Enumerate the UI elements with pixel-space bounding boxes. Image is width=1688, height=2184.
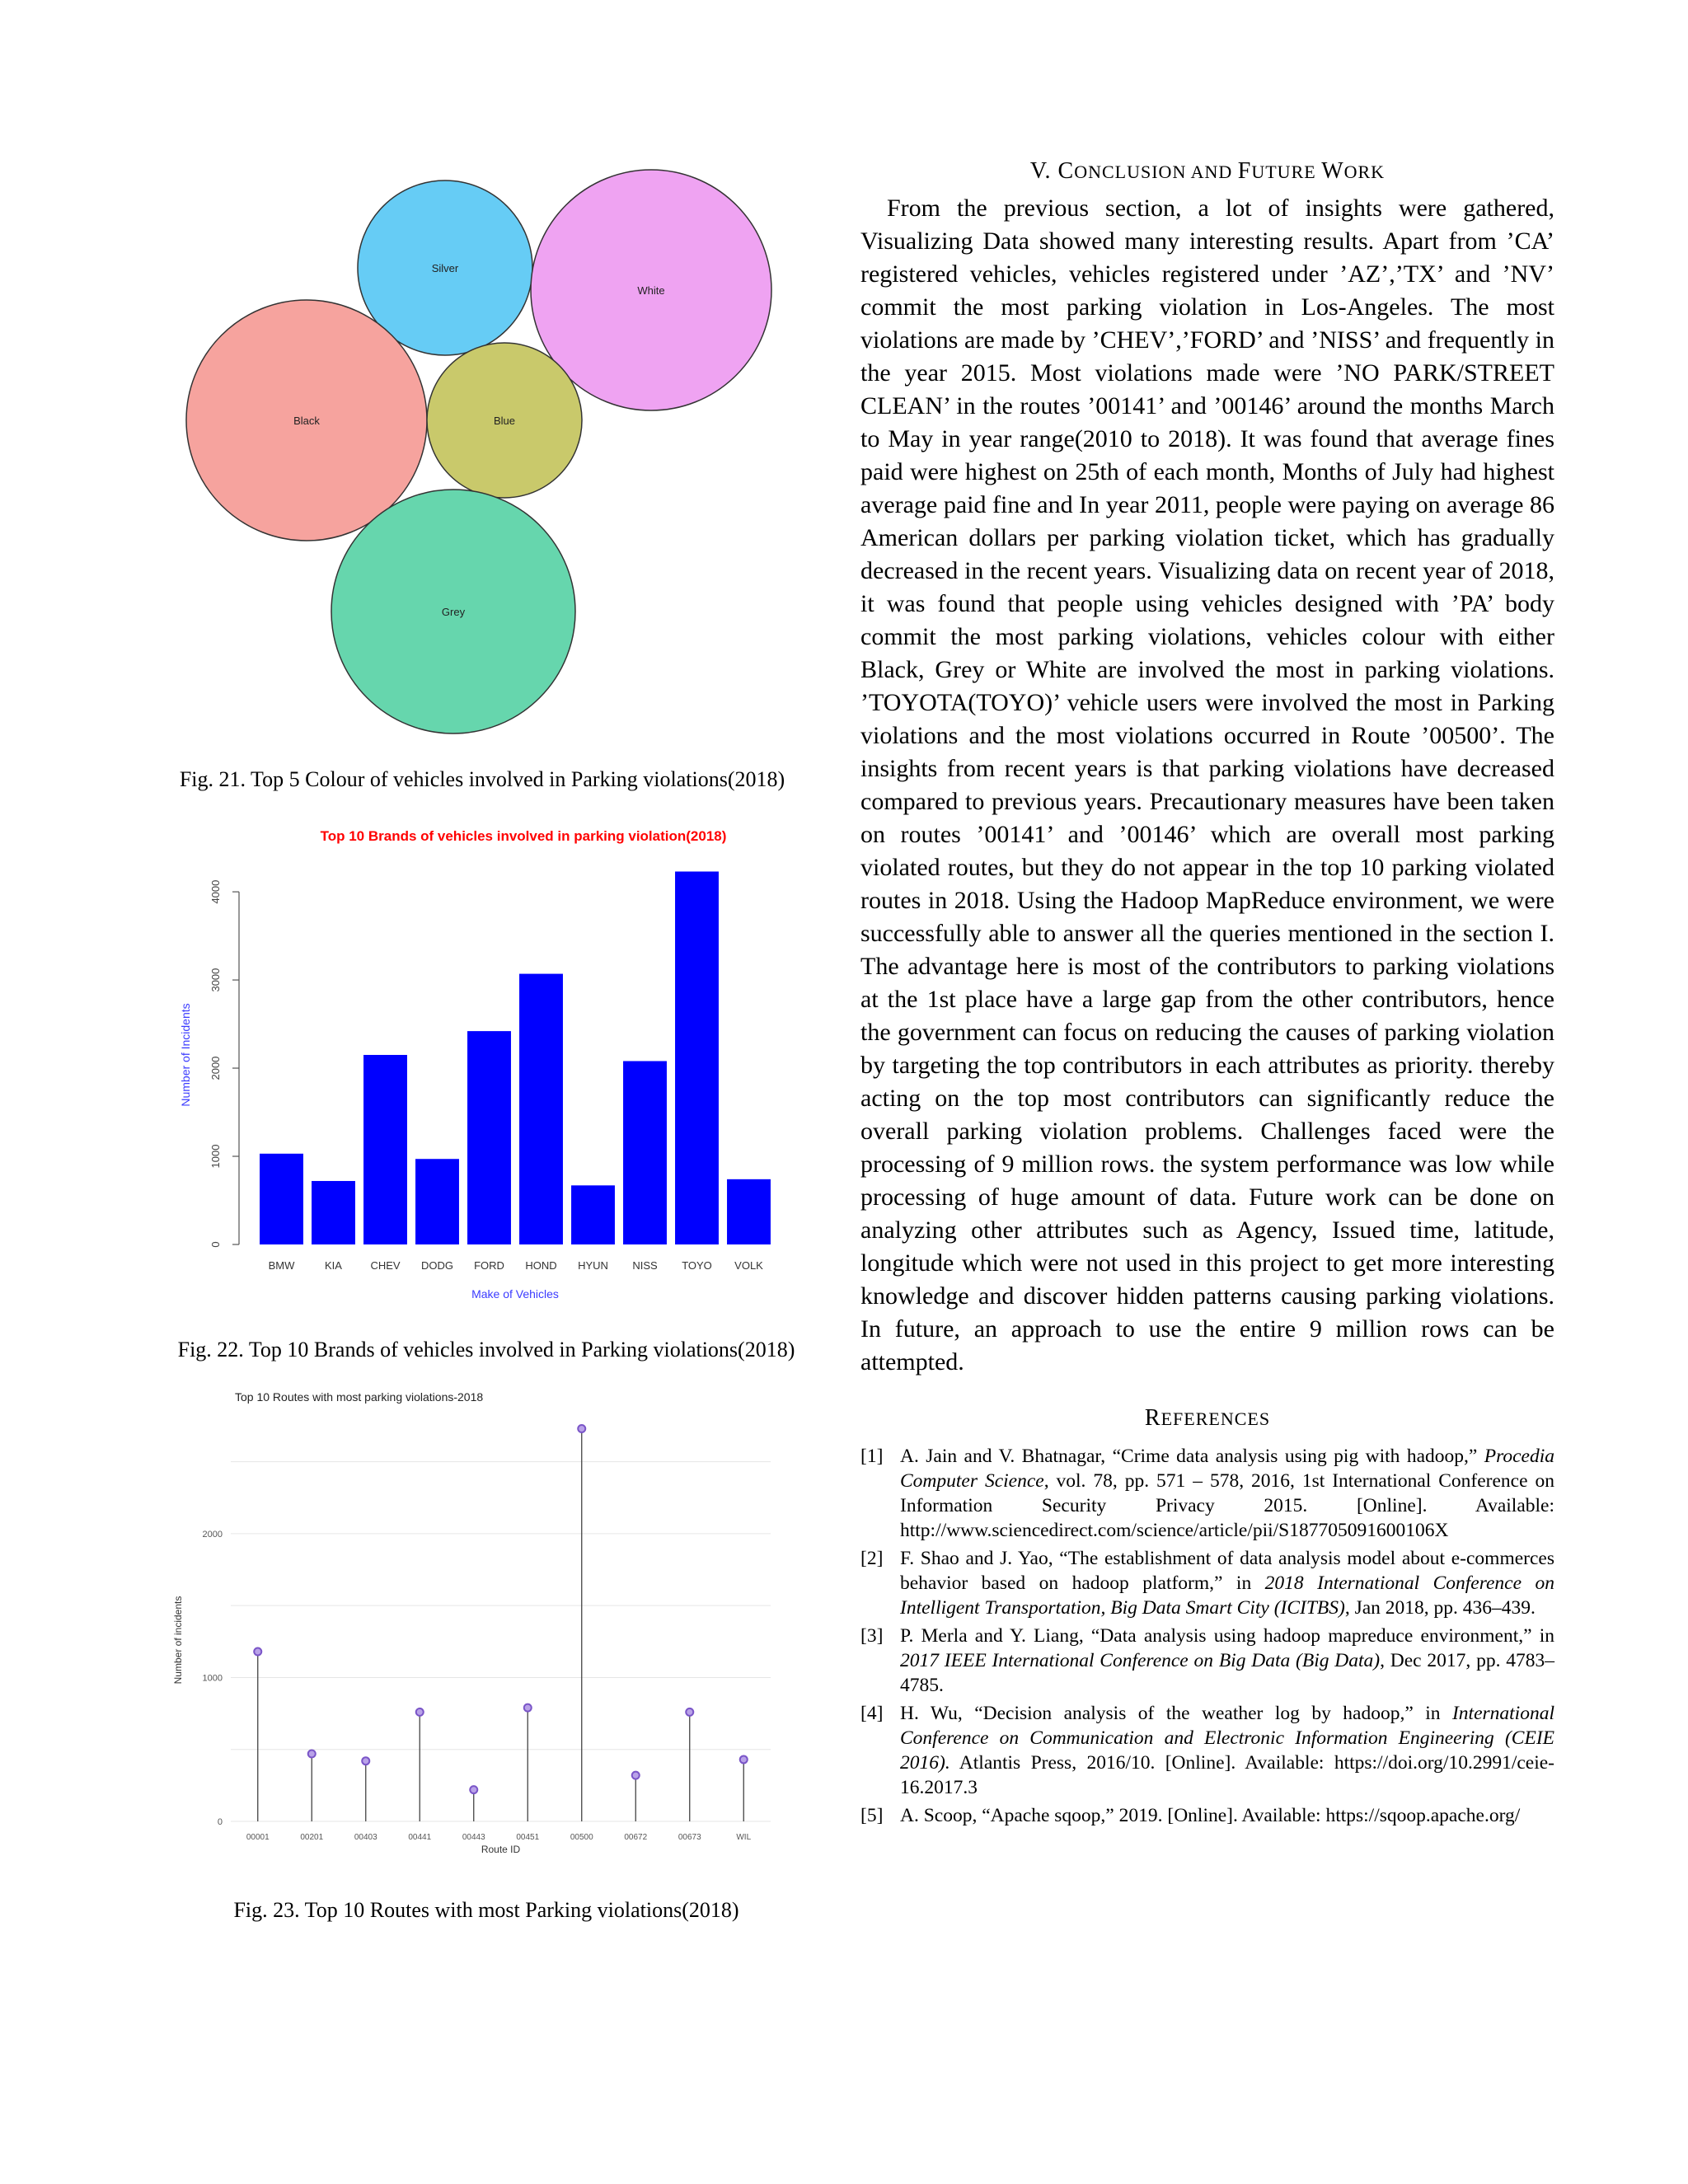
conclusion-paragraph: From the previous section, a lot of insights were gathered, Visualizing Data showed many interesting results. Apart from ’CA’ registered vehicles, vehicles registered under ’AZ’,’TX’ and ’NV’ commit the most parking violation in Los-Angeles. The most violations are made by ’CHEV’,’FORD’ and ’NISS’ and frequently in the year 2015. Most violations made were ’NO PARK/STREET CLEAN’ in the routes ’00141’ and ’00146’ around the months March to May in year range(2010 to 2018). It was found that average fines paid were highest on 25th of each month, Months of July had highest average paid fine and In year 2011, people were paying on average 86 American dollars per parking violation ticket, which has gradually decreased in the recent years. Visualizing data on recent year of 2018, it was found that people using vehicles designed with ’PA’ body commit the most parking violations, vehicles colour with either Black, Grey or White are involved the most in parking violations. ’TOYOTA(TOYO)’ vehicle users were involved the most in Parking violations and the most violations occurred in Route ’00500’. The insights from recent years is that parking violations have decreased compared to previous years. Precautionary measures have been taken on routes ’00141’ and ’00146’ which are overall most parking violated routes, but they do not appear in the top 10 parking violated routes in 2018. Using the Hadoop MapReduce environment, we were successfully able to answer all the queries mentioned in the section I. The advantage here is most of the contributors to parking violations at the 1st place have a large gap from the other contributors, hence the government can focus on reducing the causes of parking violation by targeting the top contributors in each attributes as priority. thereby acting on the top most contributors can significantly reduce the overall parking violation problems. Challenges faced were the processing of 9 million rows. the system performance was low while processing of huge amount of data. Future work can be done on analyzing other attributes such as Agency, Issued time, latitude, longitude which were not used in this project to get more interesting knowledge and discover hidden patterns causing parking violations. In future, an approach to use the entire 9 million rows can be attempted. [860,194,1554,1376]
x-tick-label: TOYO [682,1259,712,1272]
fig23-caption: Fig. 23. Top 10 Routes with most Parking violations(2018) [233,1898,739,1922]
y-tick-label: 2000 [202,1529,223,1540]
fig23-lollipop-chart [157,1385,816,1879]
lollipop-point [470,1786,477,1793]
bar-volk [727,1179,771,1244]
reference-number: [1] [860,1446,884,1467]
fig22-bar-chart [157,816,816,1327]
reference-number: [4] [860,1703,884,1724]
lollipop-point [578,1425,585,1432]
fig21-bubble-chart [157,157,816,750]
x-tick-label: KIA [325,1259,342,1272]
x-tick-label: 00451 [516,1833,540,1842]
y-tick-label: 0 [209,1241,222,1248]
lollipop-point [416,1708,424,1716]
reference-text: A. Scoop, “Apache sqoop,” 2019. [Online]. Available: https://sqoop.apache.org/ [900,1805,1521,1826]
lollipop-point [740,1755,748,1763]
x-tick-label: CHEV [370,1259,401,1272]
bar-chev [363,1055,407,1244]
bar-dodg [415,1159,459,1244]
y-tick-label: 2000 [209,1056,222,1080]
chart-title: Top 10 Brands of vehicles involved in parking violation(2018) [320,828,727,844]
y-axis-label: Number of Incidents [179,1003,192,1107]
bar-niss [623,1061,667,1244]
reference-item [860,1803,1554,1828]
y-tick-label: 1000 [202,1673,223,1684]
section-heading: V. CONCLUSION AND FUTURE WORK [1029,158,1386,184]
fig21-caption: Fig. 21. Top 5 Colour of vehicles involved in Parking violations(2018) [179,767,785,791]
x-tick-label: HOND [525,1259,557,1272]
x-tick-label: NISS [632,1259,658,1272]
x-tick-label: HYUN [578,1259,608,1272]
x-axis-label: Make of Vehicles [471,1287,559,1301]
x-tick-label: 00403 [354,1833,377,1842]
reference-text: A. Jain and V. Bhatnagar, “Crime data analysis using pig with hadoop,” Procedia Computer Science, vol. 78, pp. 571 – 578, 2016, 1st International Conference on Information Security Privacy 2015. [Online]. Available: http://www.sciencedirect.com/science/article/pii/S187705091600106X [900,1446,1554,1541]
bar-toyo [675,871,719,1244]
references-heading: REFERENCES [1144,1405,1271,1431]
bar-hond [519,974,563,1244]
fig22-caption: Fig. 22. Top 10 Brands of vehicles involved in Parking violations(2018) [177,1338,795,1361]
reference-number: [2] [860,1548,884,1569]
reference-item [860,1624,1554,1698]
reference-number: [3] [860,1625,884,1647]
reference-text: H. Wu, “Decision analysis of the weather log by hadoop,” in International Conference on Communication and Electronic Information Engineering (CEIE 2016). Atlantis Press, 2016/10. [Online]. Available: https://doi.org/10.2991/ceie-16.2017.3 [900,1703,1554,1798]
reference-text: P. Merla and Y. Liang, “Data analysis using hadoop mapreduce environment,” in 2017 IEEE International Conference on Big Data (Big Data), Dec 2017, pp. 4783–4785. [900,1625,1554,1696]
x-tick-label: 00672 [624,1833,648,1842]
bubble-label: Grey [441,606,466,618]
bar-bmw [260,1154,303,1244]
bar-ford [467,1031,511,1244]
x-tick-label: DODG [421,1259,453,1272]
x-tick-label: 00441 [408,1833,432,1842]
lollipop-point [254,1648,261,1656]
reference-number: [5] [860,1805,884,1826]
right-column [860,157,1554,1831]
chart-title: Top 10 Routes with most parking violations-2018 [235,1390,484,1404]
lollipop-point [632,1772,640,1779]
x-tick-label: VOLK [734,1259,763,1272]
reference-item [860,1546,1554,1620]
lollipop-point [524,1704,532,1712]
bubble-label: Silver [431,262,459,274]
bubble-label: Black [293,415,320,427]
reference-item [860,1701,1554,1800]
x-axis-label: Route ID [481,1844,521,1855]
x-tick-label: WIL [736,1833,752,1842]
bar-hyun [571,1185,615,1244]
y-tick-label: 4000 [209,879,222,904]
x-tick-label: 00443 [462,1833,485,1842]
lollipop-point [308,1750,316,1757]
reference-item [860,1444,1554,1543]
y-axis-label: Number of incidents [172,1596,184,1685]
x-tick-label: FORD [474,1259,504,1272]
x-tick-label: 00001 [246,1833,270,1842]
x-tick-label: 00673 [678,1833,701,1842]
bubble-label: White [637,284,665,297]
y-tick-label: 1000 [209,1144,222,1169]
x-tick-label: 00500 [570,1833,593,1842]
bar-kia [312,1181,355,1244]
y-tick-label: 3000 [209,968,222,992]
reference-list [860,1444,1554,1828]
lollipop-point [362,1757,369,1765]
reference-text: F. Shao and J. Yao, “The establishment of data analysis model about e-commerces behavior based on hadoop platform,” in 2018 International Conference on Intelligent Transportation, Big Data Smart City (ICITBS), Jan 2018, pp. 436–439. [900,1548,1554,1619]
x-tick-label: BMW [268,1259,295,1272]
bubble-label: Blue [493,415,516,427]
x-tick-label: 00201 [300,1833,324,1842]
lollipop-point [686,1708,693,1716]
y-tick-label: 0 [217,1817,223,1827]
